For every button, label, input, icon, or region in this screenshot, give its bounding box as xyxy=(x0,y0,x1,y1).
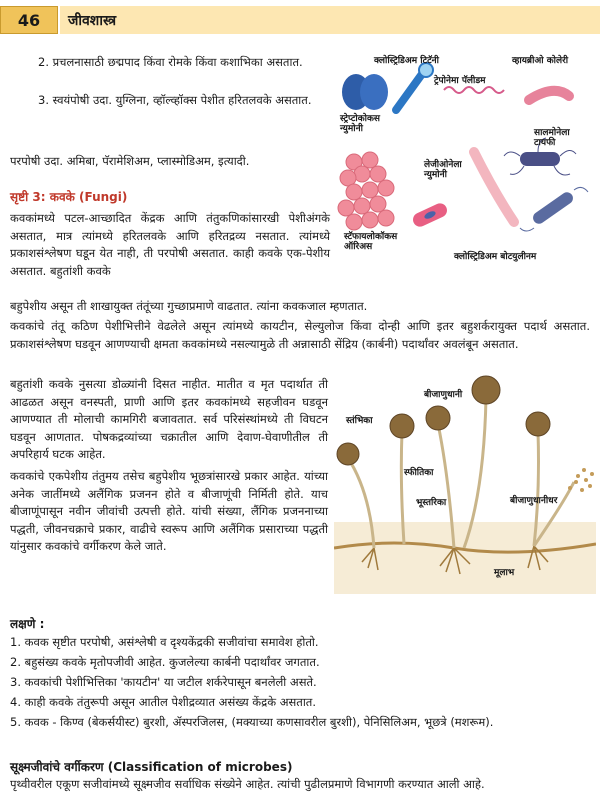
fungi-para-4: कवकांचे एकपेशीय तंतुमय तसेच बहुपेशीय भूछत्रांसारखे प्रकार आहेत. यांच्या अनेक जातींमध्ये अलैंगिक प्रजनन होते व बीजाणूंची निर्मिती होते. याच बीजाणूंपासून नवीन जीवांची उत्पत्ती होते. यांची संख्या, लैंगिक प्रजननाच्या पद्धती, जीवनचक्राचे प्रकार, वाढीचे स्वरूप आणि अलैंगिक प्रसाराच्या पद्धती यांनुसार कवकांचे वर्गीकरण केले जाते. xyxy=(10,469,328,553)
rhizopus-illustration xyxy=(334,372,596,594)
classification-heading: सूक्ष्मजीवांचे वर्गीकरण (Classification of microbes) xyxy=(10,760,293,774)
label-salmonella: सालमोनेला टायफी xyxy=(534,128,570,148)
label-legionella: लेजीओनेला न्युमोनी xyxy=(424,160,462,180)
intro-item-2: 2. प्रचलनासाठी छद्मपाद किंवा रोमके किंवा कशाभिका असतात. xyxy=(38,55,303,69)
fungi-para-2: कवकांचे तंतू कठिण पेशीभित्तीने वेढलेले असून त्यांमध्ये कायटीन, सेल्युलोज किंवा दोन्ही आणि इतर बहुशर्करायुक्त पदार्थ असतात. प्रकाशसंश्लेषण घडवून आणण्याची क्षमता कवकांमध्ये नसल्यामुळे ती अन्नासाठी सेंद्रिय (कार्बनी) पदार्थांवर अवलंबून असतात. xyxy=(10,319,590,351)
label-stolon: भूस्तरिका xyxy=(416,498,447,508)
bacteria-figure xyxy=(334,52,596,282)
page-number: 46 xyxy=(0,6,58,34)
label-treponema: ट्रेपोनेमा पॅलीडम xyxy=(434,76,486,86)
subject-title: जीवशास्त्र xyxy=(60,6,600,34)
fungi-para-1b: बहुपेशीय असून ती शाखायुक्त तंतूंच्या गुच्छाप्रमाणे वाढतात. त्यांना कवकजाल म्हणतात. xyxy=(10,299,368,313)
label-sporangium: बीजाणुधानी xyxy=(424,390,463,400)
label-rhizoid: मूलाभ xyxy=(494,568,515,578)
characteristic-1: 1. कवक सृष्टीत परपोषी, असंश्लेषी व दृश्यकेंद्रकी सजीवांचा समावेश होतो. xyxy=(10,635,319,649)
characteristic-2: 2. बहुसंख्य कवके मृतोपजीवी आहेत. कुजलेल्या कार्बनी पदार्थांवर जगतात. xyxy=(10,655,320,669)
characteristic-4: 4. काही कवके तंतुरूपी असून आतील पेशीद्रव्यात असंख्य केंद्रके असतात. xyxy=(10,695,317,709)
characteristic-5: 5. कवक - किण्व (बेकर्सयीस्ट) बुरशी, ॲस्परजिलस, (मक्याच्या कणसावरील बुरशी), पेनिसिलिअम, भूछत्रे (मशरूम). xyxy=(10,715,494,729)
label-sporangiophore: बीजाणुधानीधर xyxy=(510,496,558,506)
characteristics-heading: लक्षणे : xyxy=(10,617,45,631)
characteristic-3: 3. कवकांची पेशीभित्तिका 'कायटीन' या जटील शर्करेपासून बनलेली असते. xyxy=(10,675,317,689)
label-clostridium-botulinum: क्लोस्ट्रिडिअम बोटयुलीनम xyxy=(454,252,537,262)
label-clostridium-tetani: क्लोस्ट्रिडिअम टिटॅनी xyxy=(374,56,439,66)
fungi-figure xyxy=(334,372,596,594)
intro-item-3: 3. स्वयंपोषी उदा. युग्लिना, व्हॉल्व्हॉक्स पेशीत हरितलवके असतात. xyxy=(38,93,312,107)
intro-parasites: परपोषी उदा. अमिबा, पॅरामेशिअम, प्लास्मोडिअम, इत्यादी. xyxy=(10,154,250,168)
fungi-para-3: बहुतांशी कवके नुसत्या डोळ्यांनी दिसत नाहीत. मातीत व मृत पदार्थात ती आढळत असून वनस्पती, प्राणी आणि इतर कवकांमध्ये सहजीवन घडवून आणण्यात ती मोलाची कामगिरी बजावतात. सर्व परिसंस्थांमध्ये ती विघटन घडवून आणतात. पोषकद्रव्यांच्या चक्रातील आणि देवाण-घेवाणीतील ती अपरिहार्य घटक आहेत. xyxy=(10,377,328,461)
label-columella: स्तंभिका xyxy=(346,416,373,426)
label-apophysis: स्फीतिका xyxy=(404,468,434,478)
label-streptococcus: स्ट्रेप्टोकोकस न्युमोनी xyxy=(340,114,380,134)
fungi-para-1a: कवकांमध्ये पटल-आच्छादित केंद्रक आणि तंतुकणिकांसारखी पेशीअंगके असतात, मात्र त्यांमध्ये हरितलवके आणि हरितद्रव्य नसतात. त्यांमध्ये प्रकाशसंश्लेषण घडून येत नाही, ती परपोषी असतात. काही कवके एक-पेशीय असतात. बहुतांशी कवके xyxy=(10,211,330,278)
label-staphylococcus: स्टॅफायलोकॉकस ऑरिअस xyxy=(344,232,398,252)
classification-text: पृथ्वीवरील एकूण सजीवांमध्ये सूक्ष्मजीव सर्वाधिक संख्येने आहेत. त्यांची पुढीलप्रमाणे विभागणी करण्यात आली आहे. xyxy=(10,777,485,791)
page-header xyxy=(0,6,600,34)
fungi-heading: सृष्टी 3: कवके (Fungi) xyxy=(10,190,128,204)
label-vibrio-cholerae: व्हायब्रीओ कोलेरी xyxy=(512,56,569,66)
